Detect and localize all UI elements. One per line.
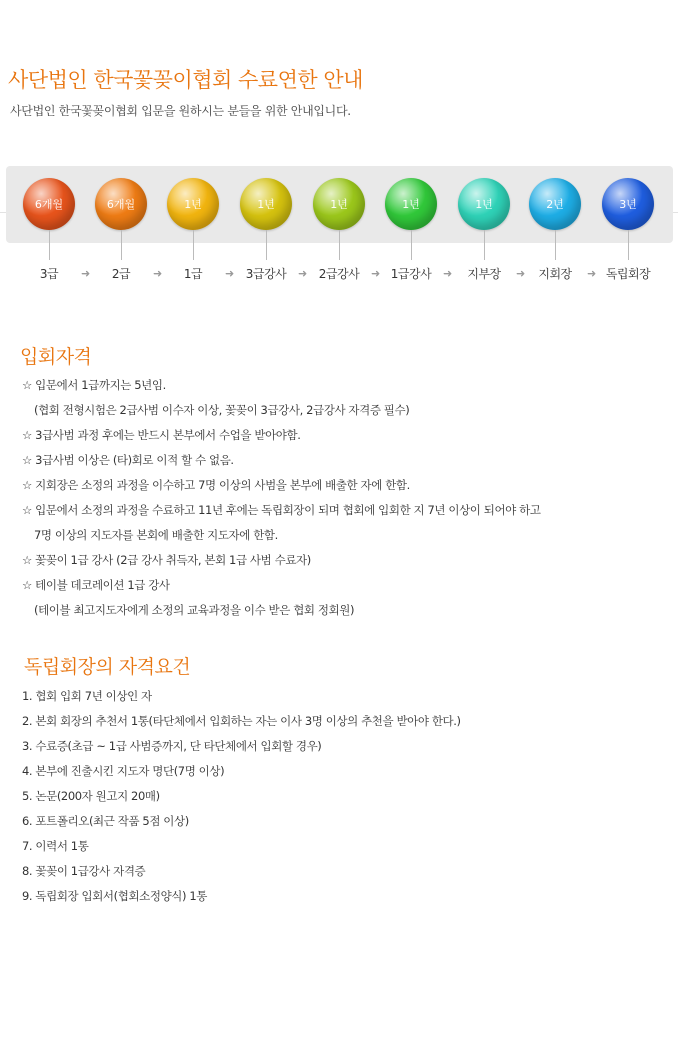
step-label: 지부장 bbox=[467, 267, 501, 281]
step-period-circle: 1년 bbox=[313, 178, 365, 230]
membership-line: (테이블 최고지도자에게 소정의 교육과정을 이수 받은 협회 정회원) bbox=[34, 603, 355, 617]
step-period-circle: 6개월 bbox=[23, 178, 75, 230]
step-label: 3급 bbox=[39, 267, 59, 281]
step-period-circle: 2년 bbox=[529, 178, 581, 230]
step-connector bbox=[411, 230, 412, 260]
membership-line: ☆ 지회장은 소정의 과정을 이수하고 7명 이상의 사범을 본부에 배출한 자에 한함. bbox=[22, 478, 410, 492]
arrow-right-icon: ➜ bbox=[153, 267, 163, 280]
step-label: 독립회장 bbox=[605, 267, 651, 281]
membership-line: ☆ 꽃꽂이 1급 강사 (2급 강사 취득자, 본회 1급 사범 수료자) bbox=[22, 553, 311, 567]
step-label: 2급 bbox=[111, 267, 131, 281]
step-connector bbox=[339, 230, 340, 260]
step-period-circle: 1년 bbox=[385, 178, 437, 230]
step-label: 2급강사 bbox=[318, 267, 360, 281]
arrow-right-icon: ➜ bbox=[516, 267, 526, 280]
membership-line: ☆ 테이블 데코레이션 1급 강사 bbox=[22, 578, 170, 592]
requirement-item: 7. 이력서 1통 bbox=[22, 839, 89, 853]
step-label: 3급강사 bbox=[245, 267, 287, 281]
requirement-item: 5. 논문(200자 원고지 20매) bbox=[22, 789, 160, 803]
step-connector bbox=[193, 230, 194, 260]
page-subtitle: 사단법인 한국꽃꽂이협회 입문을 원하시는 분들을 위한 안내입니다. bbox=[10, 104, 351, 118]
requirement-item: 4. 본부에 진출시킨 지도자 명단(7명 이상) bbox=[22, 764, 225, 778]
step-label: 1급 bbox=[183, 267, 203, 281]
membership-line: ☆ 입문에서 1급까지는 5년임. bbox=[22, 378, 166, 392]
step-connector bbox=[555, 230, 556, 260]
membership-line: ☆ 입문에서 소정의 과정을 수료하고 11년 후에는 독립회장이 되며 협회에 입회한 지 7년 이상이 되어야 하고 bbox=[22, 503, 541, 517]
step-period-circle: 3년 bbox=[602, 178, 654, 230]
requirements-title: 독립회장의 자격요건 bbox=[24, 656, 191, 678]
membership-line: ☆ 3급사범 이상은 (타)회로 이적 할 수 없음. bbox=[22, 453, 234, 467]
membership-title: 입회자격 bbox=[20, 346, 92, 368]
arrow-right-icon: ➜ bbox=[298, 267, 308, 280]
step-label: 지회장 bbox=[538, 267, 572, 281]
step-period-circle: 1년 bbox=[458, 178, 510, 230]
requirement-item: 1. 협회 입회 7년 이상인 자 bbox=[22, 689, 152, 703]
requirement-item: 6. 포트폴리오(최근 작품 5점 이상) bbox=[22, 814, 189, 828]
step-connector bbox=[628, 230, 629, 260]
arrow-right-icon: ➜ bbox=[587, 267, 597, 280]
step-period-circle: 6개월 bbox=[95, 178, 147, 230]
requirement-item: 9. 독립회장 입회서(협회소정양식) 1통 bbox=[22, 889, 207, 903]
arrow-right-icon: ➜ bbox=[81, 267, 91, 280]
page-title: 사단법인 한국꽃꽂이협회 수료연한 안내 bbox=[8, 68, 363, 92]
arrow-right-icon: ➜ bbox=[443, 267, 453, 280]
membership-line: ☆ 3급사범 과정 후에는 반드시 본부에서 수업을 받아야함. bbox=[22, 428, 301, 442]
step-connector bbox=[484, 230, 485, 260]
requirement-item: 8. 꽃꽂이 1급강사 자격증 bbox=[22, 864, 146, 878]
membership-line: (협회 전형시험은 2급사범 이수자 이상, 꽃꽂이 3급강사, 2급강사 자격증 필수) bbox=[34, 403, 410, 417]
membership-line: 7명 이상의 지도자를 본회에 배출한 지도자에 한함. bbox=[34, 528, 278, 542]
arrow-right-icon: ➜ bbox=[225, 267, 235, 280]
requirement-item: 3. 수료증(초급 ~ 1급 사범증까지, 단 타단체에서 입회할 경우) bbox=[22, 739, 322, 753]
requirement-item: 2. 본회 회장의 추천서 1통(타단체에서 입회하는 자는 이사 3명 이상의 추천을 받아야 한다.) bbox=[22, 714, 461, 728]
step-connector bbox=[121, 230, 122, 260]
step-period-circle: 1년 bbox=[240, 178, 292, 230]
arrow-right-icon: ➜ bbox=[371, 267, 381, 280]
step-connector bbox=[266, 230, 267, 260]
step-label: 1급강사 bbox=[390, 267, 432, 281]
step-period-circle: 1년 bbox=[167, 178, 219, 230]
step-connector bbox=[49, 230, 50, 260]
